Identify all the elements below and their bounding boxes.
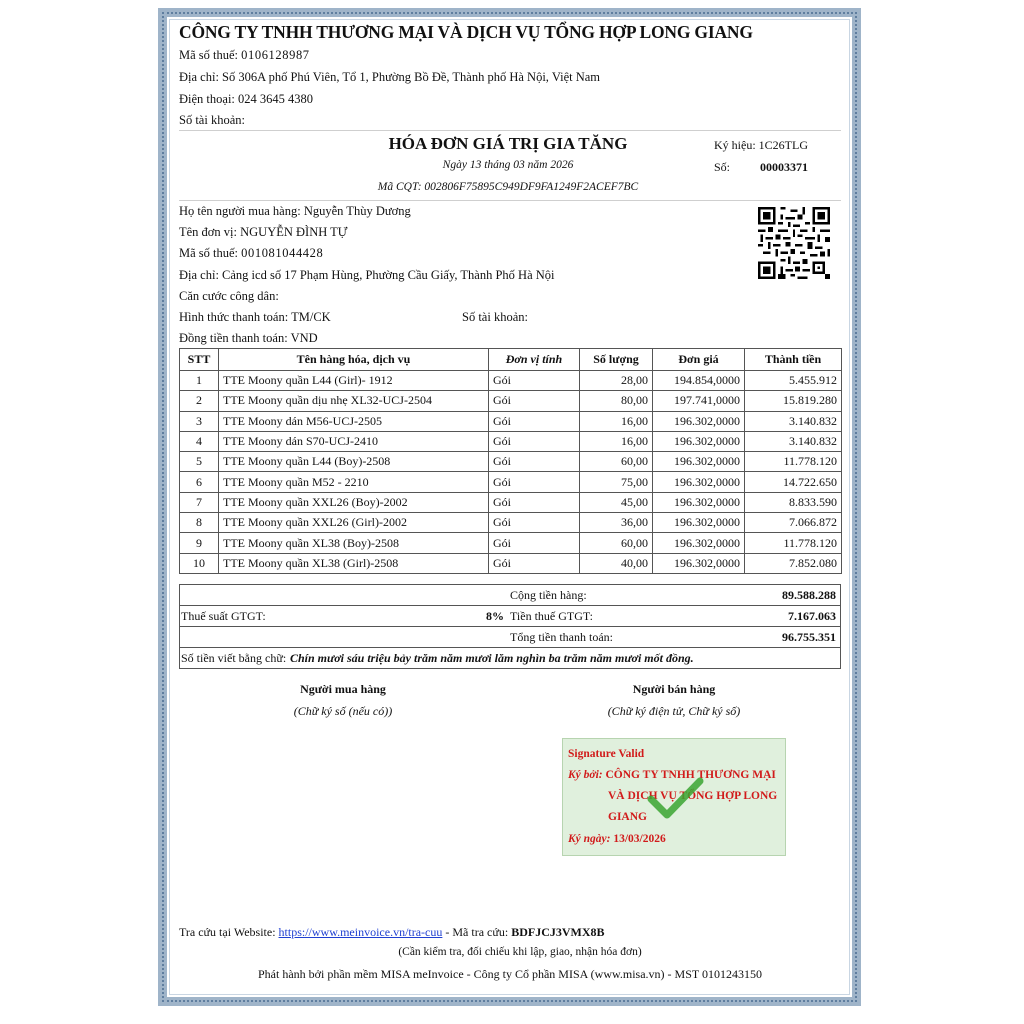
signed-date: Ký ngày: 13/03/2026 [568, 833, 666, 845]
row-index: 6 [180, 472, 219, 492]
seller-signature-note: (Chữ ký điện tử, Chữ ký số) [607, 704, 741, 718]
table-row [180, 452, 842, 472]
buyer-account: Số tài khoản: [462, 310, 528, 324]
column-header: Đơn vị tính [489, 349, 580, 371]
subtotal-value: 89.588.288 [782, 588, 836, 602]
item-name: TTE Moony dán S70-UCJ-2410 [219, 431, 489, 451]
item-price: 196.302,0000 [653, 472, 745, 492]
table-row [180, 431, 842, 451]
lookup-line [179, 925, 605, 940]
item-name: TTE Moony quần L44 (Girl)- 1912 [219, 371, 489, 391]
total-label: Tổng tiền thanh toán: [510, 630, 613, 644]
vat-rate-value: 8% [486, 609, 504, 623]
item-unit: Gói [489, 371, 580, 391]
item-quantity: 75,00 [580, 472, 653, 492]
signed-by-line-3: GIANG [608, 811, 647, 823]
item-quantity: 60,00 [580, 533, 653, 553]
total-row [180, 627, 840, 648]
seller-tax-code: Mã số thuế: 0106128987 [179, 48, 310, 62]
signature-valid-label: Signature Valid [568, 748, 645, 760]
item-unit: Gói [489, 513, 580, 533]
vat-rate-label: Thuế suất GTGT: [181, 609, 266, 623]
item-name: TTE Moony dán M56-UCJ-2505 [219, 411, 489, 431]
item-name: TTE Moony quần M52 - 2210 [219, 472, 489, 492]
subtotal-label: Cộng tiền hàng: [510, 588, 587, 602]
item-price: 196.302,0000 [653, 533, 745, 553]
item-name: TTE Moony quần dịu nhẹ XL32-UCJ-2504 [219, 391, 489, 411]
row-index: 4 [180, 431, 219, 451]
amount-in-words-label: Số tiền viết bằng chữ: [181, 651, 287, 665]
seller-company-name: CÔNG TY TNHH THƯƠNG MẠI VÀ DỊCH VỤ TỔNG HỢP LONG GIANG [179, 22, 753, 42]
row-index: 2 [180, 391, 219, 411]
item-amount: 5.455.912 [745, 371, 842, 391]
item-unit: Gói [489, 431, 580, 451]
table-row [180, 472, 842, 492]
item-unit: Gói [489, 553, 580, 573]
lookup-label: Tra cứu tại Website: [179, 925, 276, 939]
item-name: TTE Moony quần XXL26 (Girl)-2002 [219, 513, 489, 533]
invoice-items-table [179, 348, 842, 574]
item-price: 196.302,0000 [653, 411, 745, 431]
seller-signature-title: Người bán hàng [632, 682, 716, 696]
item-price: 196.302,0000 [653, 513, 745, 533]
item-price: 197.741,0000 [653, 391, 745, 411]
item-amount: 8.833.590 [745, 492, 842, 512]
invoice-cqt-code: Mã CQT: 002806F75895C949DF9FA1249F2ACEF7BC [377, 181, 639, 193]
invoice-title: HÓA ĐƠN GIÁ TRỊ GIA TĂNG [388, 134, 628, 153]
buyer-address: Địa chỉ: Cảng icd số 17 Phạm Hùng, Phường Cầu Giấy, Thành Phố Hà Nội [179, 268, 555, 282]
row-index: 1 [180, 371, 219, 391]
item-unit: Gói [489, 533, 580, 553]
item-amount: 3.140.832 [745, 431, 842, 451]
table-row [180, 492, 842, 512]
item-name: TTE Moony quần XL38 (Boy)-2508 [219, 533, 489, 553]
item-name: TTE Moony quần XL38 (Girl)-2508 [219, 553, 489, 573]
seller-address: Địa chỉ: Số 306A phố Phú Viên, Tổ 1, Phường Bồ Đề, Thành phố Hà Nội, Việt Nam [179, 70, 601, 84]
table-row [180, 411, 842, 431]
item-price: 196.302,0000 [653, 452, 745, 472]
item-quantity: 40,00 [580, 553, 653, 573]
total-value: 96.755.351 [782, 630, 836, 644]
payment-currency: Đồng tiền thanh toán: VND [179, 331, 318, 345]
item-amount: 14.722.650 [745, 472, 842, 492]
item-amount: 11.778.120 [745, 533, 842, 553]
item-amount: 7.852.080 [745, 553, 842, 573]
table-header-row [180, 349, 842, 371]
lookup-code: BDFJCJ3VMX8B [511, 925, 605, 939]
item-quantity: 16,00 [580, 431, 653, 451]
item-price: 196.302,0000 [653, 553, 745, 573]
buyer-unit: Tên đơn vị: NGUYỄN ĐÌNH TỰ [179, 225, 348, 239]
lookup-code-label: - Mã tra cứu: [445, 925, 509, 939]
checkmark-icon [645, 775, 705, 825]
item-quantity: 45,00 [580, 492, 653, 512]
item-unit: Gói [489, 452, 580, 472]
table-row [180, 513, 842, 533]
item-quantity: 36,00 [580, 513, 653, 533]
item-price: 196.302,0000 [653, 492, 745, 512]
table-row [180, 533, 842, 553]
item-amount: 15.819.280 [745, 391, 842, 411]
column-header: Số lượng [580, 349, 653, 371]
vat-row [180, 606, 840, 627]
invoice-symbol: Ký hiệu: 1C26TLG [714, 138, 809, 152]
table-row [180, 371, 842, 391]
buyer-name: Họ tên người mua hàng: Nguyễn Thùy Dương [179, 204, 411, 218]
amount-in-words-row [180, 648, 840, 668]
qr-code-icon [758, 207, 830, 279]
item-amount: 7.066.872 [745, 513, 842, 533]
lookup-link[interactable]: https://www.meinvoice.vn/tra-cuu [278, 925, 443, 939]
item-unit: Gói [489, 472, 580, 492]
item-unit: Gói [489, 411, 580, 431]
divider [179, 130, 841, 131]
row-index: 10 [180, 553, 219, 573]
row-index: 7 [180, 492, 219, 512]
footer-note: (Cần kiểm tra, đối chiếu khi lập, giao, nhận hóa đơn) [398, 946, 642, 958]
row-index: 3 [180, 411, 219, 431]
item-price: 196.302,0000 [653, 431, 745, 451]
buyer-signature-note: (Chữ ký số (nếu có)) [293, 704, 393, 718]
row-index: 8 [180, 513, 219, 533]
column-header: Đơn giá [653, 349, 745, 371]
buyer-tax-code: Mã số thuế: 001081044428 [179, 246, 324, 260]
invoice-number-value: 00003371 [760, 160, 808, 174]
item-amount: 11.778.120 [745, 452, 842, 472]
item-quantity: 60,00 [580, 452, 653, 472]
table-row [180, 391, 842, 411]
item-unit: Gói [489, 391, 580, 411]
payment-method: Hình thức thanh toán: TM/CK [179, 310, 331, 324]
item-quantity: 28,00 [580, 371, 653, 391]
item-name: TTE Moony quần XXL26 (Boy)-2002 [219, 492, 489, 512]
row-index: 9 [180, 533, 219, 553]
invoice-date: Ngày 13 tháng 03 năm 2026 [442, 159, 574, 171]
item-quantity: 80,00 [580, 391, 653, 411]
column-header: STT [180, 349, 219, 371]
column-header: Tên hàng hóa, dịch vụ [219, 349, 489, 371]
vat-label: Tiền thuế GTGT: [510, 609, 593, 623]
signed-by-line-2: VÀ DỊCH VỤ TỔNG HỢP LONG [608, 790, 778, 802]
column-header: Thành tiền [745, 349, 842, 371]
vat-value: 7.167.063 [788, 609, 836, 623]
item-unit: Gói [489, 492, 580, 512]
divider [179, 200, 841, 201]
table-row [180, 553, 842, 573]
footer-issuer: Phát hành bởi phần mềm MISA meInvoice - Công ty Cổ phần MISA (www.misa.vn) - MST 0101243150 [258, 967, 762, 981]
seller-account: Số tài khoản: [179, 113, 245, 127]
item-quantity: 16,00 [580, 411, 653, 431]
totals-block [179, 584, 841, 669]
row-index: 5 [180, 452, 219, 472]
item-name: TTE Moony quần L44 (Boy)-2508 [219, 452, 489, 472]
subtotal-row [180, 585, 840, 606]
item-price: 194.854,0000 [653, 371, 745, 391]
item-amount: 3.140.832 [745, 411, 842, 431]
seller-phone: Điện thoại: 024 3645 4380 [179, 92, 314, 106]
invoice-number: Số: [714, 160, 731, 174]
amount-in-words: Chín mươi sáu triệu bảy trăm năm mươi lăm nghìn ba trăm năm mươi mốt đồng. [290, 651, 694, 665]
signed-by: Ký bởi: CÔNG TY TNHH THƯƠNG MẠI [568, 769, 776, 781]
buyer-signature-title: Người mua hàng [300, 682, 386, 696]
buyer-id: Căn cước công dân: [179, 289, 279, 303]
